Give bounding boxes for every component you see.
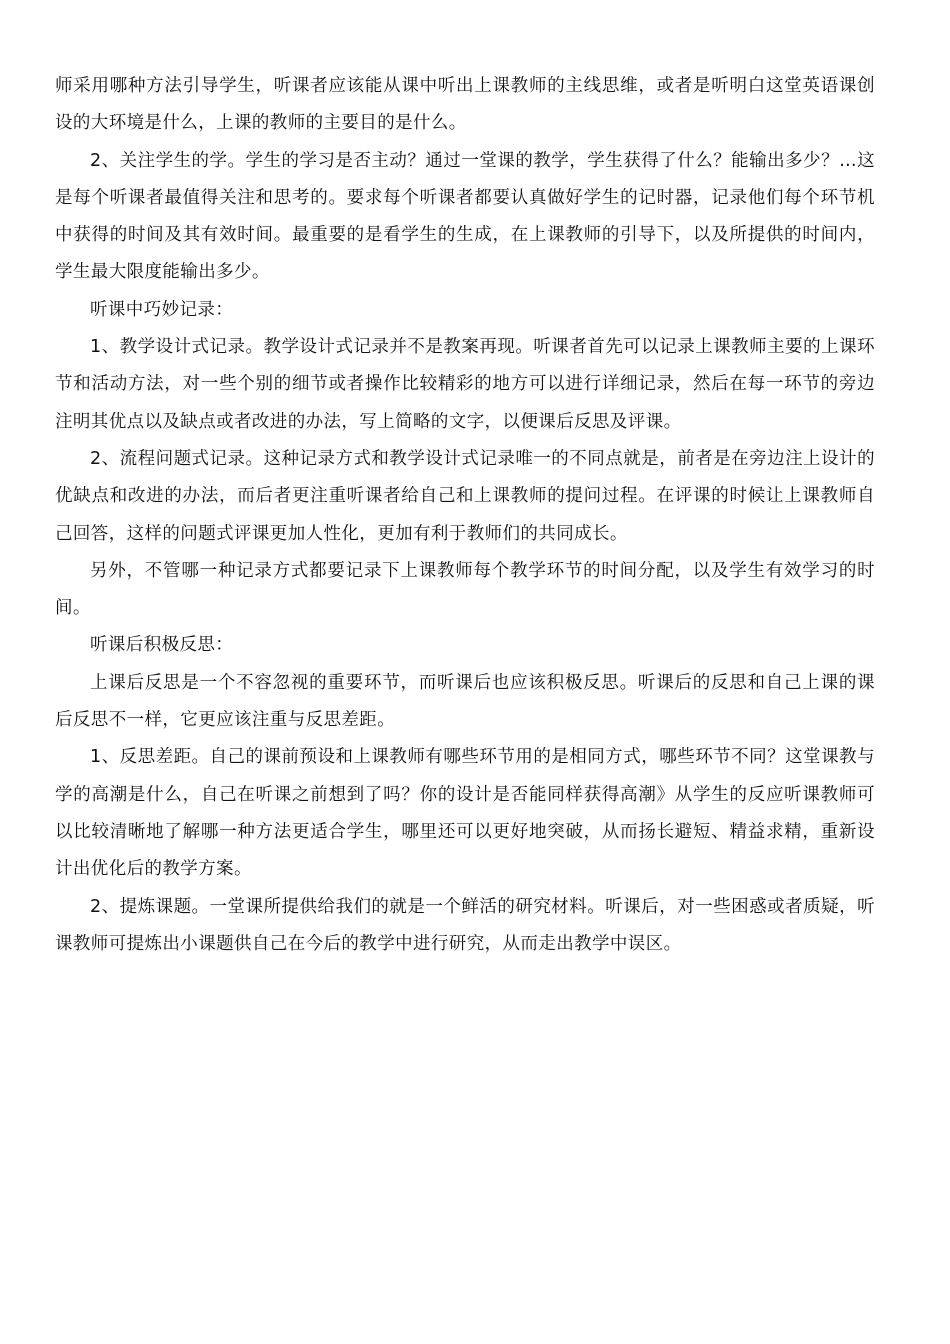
paragraph-design-record: 1、教学设计式记录。教学设计式记录并不是教案再现。听课者首先可以记录上课教师主要的上课环节和活动方法，对一些个别的细节或者操作比较精彩的地方可以进行详细记录，然后在每一环节的旁边注明其优点以及缺点或者改进的办法，写上简略的文字，以便课后反思及评课。	[55, 337, 875, 432]
paragraph-process-question-record: 2、流程问题式记录。这种记录方式和教学设计式记录唯一的不同点就是，前者是在旁边注上设计的优缺点和改进的办法，而后者更注重听课者给自己和上课教师的提问过程。在评课的时候让上课教师自己回答，这样的问题式评课更加人性化，更加有利于教师们的共同成长。	[55, 448, 875, 544]
section-heading-reflection: 听课后积极反思：	[90, 635, 234, 656]
section-heading-recording: 听课中巧妙记录：	[90, 299, 234, 320]
paragraph-focus-student-learning: 2、关注学生的学。学生的学习是否主动？通过一堂课的教学，学生获得了什么？能输出多少？…这是每个听课者最值得关注和思考的。要求每个听课者都要认真做好学生的记时器，记录他们每个环节机中获得的时间及其有效时间。最重要的是看学生的生成，在上课教师的引导下，以及所提供的时间内，学生最大限度能输出多少。	[55, 150, 875, 283]
paragraph-continuation: 师采用哪种方法引导学生，听课者应该能从课中听出上课教师的主线思维，或者是听明白这堂英语课创设的大环境是什么，上课的教师的主要目的是什么。	[55, 76, 875, 134]
paragraph-reflect-gap: 1、反思差距。自己的课前预设和上课教师有哪些环节用的是相同方式，哪些环节不同？这堂课教与学的高潮是什么，自己在听课之前想到了吗？你的设计是否能同样获得高潮》从学生的反应听课教师可以比较清晰地了解哪一种方法更适合学生，哪里还可以更好地突破，从而扬长避短、精益求精，重新设计出优化后的教学方案。	[55, 747, 875, 880]
paragraph-reflection-intro: 上课后反思是一个不容忽视的重要环节，而听课后也应该积极反思。听课后的反思和自己上课的课后反思不一样，它更应该注重与反思差距。	[55, 672, 875, 731]
paragraph-refine-topic: 2、提炼课题。一堂课所提供给我们的就是一个鲜活的研究材料。听课后，对一些困惑或者质疑，听课教师可提炼出小课题供自己在今后的教学中进行研究，从而走出教学中误区。	[55, 896, 875, 954]
document-body	[55, 68, 875, 963]
paragraph-time-allocation: 另外，不管哪一种记录方式都要记录下上课教师每个教学环节的时间分配，以及学生有效学习的时间。	[55, 560, 875, 619]
